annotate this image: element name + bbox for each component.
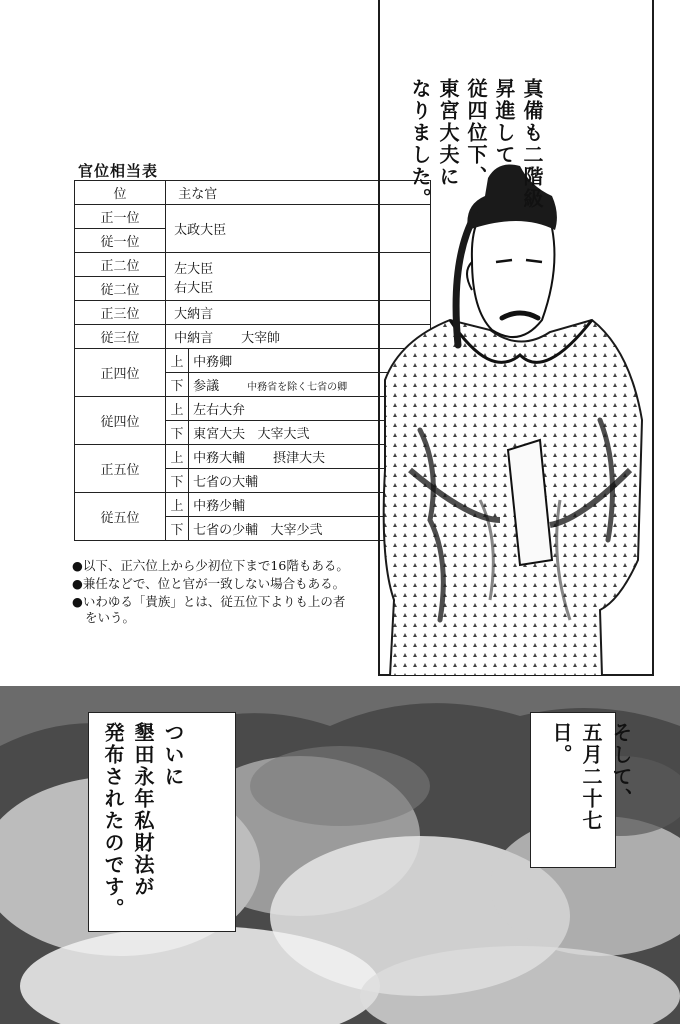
office-text: 左右大弁 [193, 403, 246, 418]
sub-rank-cell: 上 [166, 397, 189, 421]
rank-cell: 従二位 [75, 277, 166, 301]
office-text: 参議 [193, 379, 220, 394]
narration-line: 真備も二階級 [520, 78, 544, 210]
office-text: 七省の少輔 [193, 523, 259, 538]
note-item: ●以下、正六位上から少初位下まで16階もある。 [72, 558, 349, 573]
office-text: 大宰少弐 [270, 523, 323, 538]
sub-rank-cell: 上 [166, 445, 189, 469]
rank-cell: 正三位 [75, 301, 166, 325]
narration-bottom-left [98, 722, 188, 922]
rank-cell: 正一位 [75, 205, 166, 229]
office-text: 中務少輔 [193, 499, 246, 514]
narration-line: 東宮大夫に [436, 78, 460, 188]
sub-rank-cell: 下 [166, 469, 189, 493]
rank-cell: 正五位 [75, 445, 166, 493]
sub-rank-cell: 下 [166, 517, 189, 541]
narration-top [406, 78, 546, 318]
narration-line: 墾田永年私財法が [131, 722, 155, 898]
rank-cell: 従一位 [75, 229, 166, 253]
sub-rank-cell: 上 [166, 493, 189, 517]
office-text: 中務卿 [193, 355, 233, 370]
rank-cell: 正二位 [75, 253, 166, 277]
header-office-label: 主な官 [178, 187, 218, 202]
office-text: 中納言 [174, 331, 214, 346]
narration-line: ついに [161, 722, 185, 788]
office-text: 東宮大夫 [193, 427, 246, 442]
narration-line: 五月二十七日。 [549, 722, 603, 832]
office-text: 左大臣 [174, 261, 214, 277]
narration-line: 発布されたのです。 [101, 722, 125, 920]
rank-cell: 従三位 [75, 325, 166, 349]
office-text: 中務省を除く七省の卿 [247, 382, 348, 393]
rank-cell: 正四位 [75, 349, 166, 397]
office-text: 七省の大輔 [193, 475, 259, 490]
note-item: ●いわゆる「貴族」とは、従五位下よりも上の者をいう。 [72, 594, 346, 625]
narration-line: そして、 [609, 722, 633, 810]
office-text: 大宰大弐 [257, 427, 310, 442]
narration-line: 昇進して [492, 78, 516, 166]
office-text: 右大臣 [174, 280, 214, 296]
narration-bottom-right [546, 722, 636, 862]
header-rank: 位 [75, 181, 166, 205]
narration-line: なりました。 [408, 78, 432, 210]
office-text: 大宰帥 [241, 331, 281, 346]
rank-cell: 従四位 [75, 397, 166, 445]
office-text: 中務大輔 [193, 451, 246, 466]
rank-cell: 従五位 [75, 493, 166, 541]
note-item: ●兼任などで、位と官が一致しない場合もある。 [72, 576, 346, 591]
sub-rank-cell: 下 [166, 421, 189, 445]
office-text: 大納言 [174, 307, 214, 322]
sub-rank-cell: 下 [166, 373, 189, 397]
table-title: 官位相当表 [78, 162, 159, 180]
narration-line: 従四位下、 [464, 78, 488, 188]
sub-rank-cell: 上 [166, 349, 189, 373]
office-text: 摂津大夫 [273, 451, 326, 466]
table-notes [72, 558, 352, 628]
office-text: 太政大臣 [174, 223, 227, 238]
